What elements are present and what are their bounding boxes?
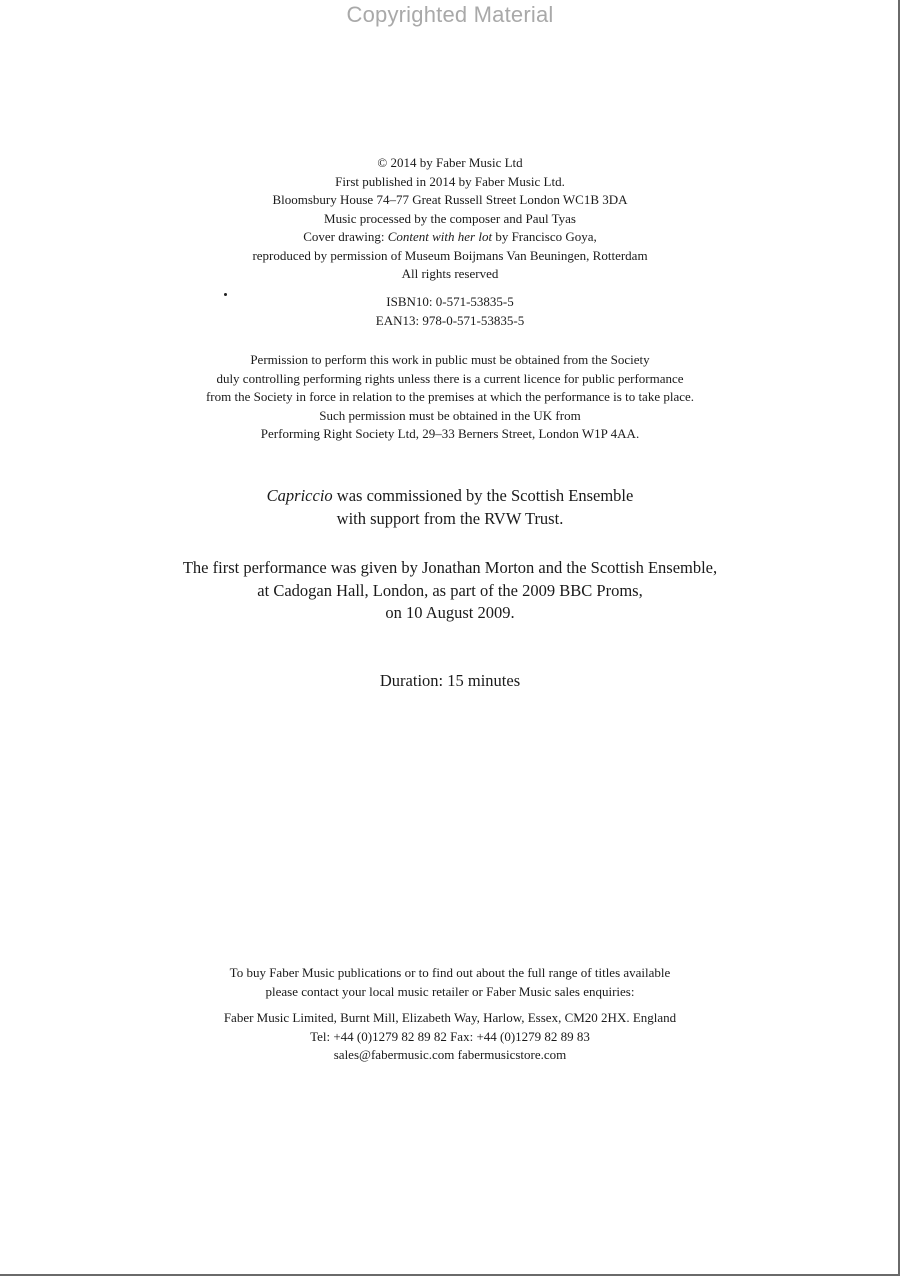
processed-line: Music processed by the composer and Paul Tyas bbox=[324, 210, 576, 226]
work-title: Capriccio bbox=[266, 486, 333, 505]
premiere-line: The first performance was given by Jonathan Morton and the Scottish Ensemble, bbox=[182, 558, 718, 577]
rights-line: All rights reserved bbox=[401, 266, 499, 281]
premiere-line: at Cadogan Hall, London, as part of the 2009 BBC Proms, bbox=[257, 580, 643, 600]
sales-contact bbox=[0, 1009, 900, 1065]
cover-prefix: Cover drawing: bbox=[303, 229, 388, 244]
watermark: Copyrighted Material bbox=[346, 2, 554, 27]
premiere-line: on 10 August 2009. bbox=[385, 603, 515, 622]
publisher-address: Bloomsbury House 74–77 Great Russell Street London WC1B 3DA bbox=[272, 192, 628, 207]
sales-intro-line: please contact your local music retailer or Faber Music sales enquiries: bbox=[265, 983, 635, 999]
premiere-note bbox=[0, 557, 900, 625]
commission-note bbox=[0, 485, 900, 530]
contact-address: Faber Music Limited, Burnt Mill, Elizabeth Way, Harlow, Essex, CM20 2HX. England bbox=[223, 1010, 677, 1025]
contact-web: sales@fabermusic.com fabermusicstore.com bbox=[333, 1047, 567, 1062]
isbn-info bbox=[0, 293, 900, 330]
permission-line: Permission to perform this work in public must be obtained from the Society bbox=[250, 352, 650, 367]
cover-title: Content with her lot bbox=[387, 229, 493, 244]
cover-drawing-line bbox=[0, 228, 900, 247]
commission-rest: was commissioned by the Scottish Ensemble bbox=[332, 486, 634, 505]
performance-permission bbox=[0, 351, 900, 444]
publishing-info bbox=[0, 154, 900, 284]
support-line: with support from the RVW Trust. bbox=[336, 508, 564, 528]
sales-intro-line: To buy Faber Music publications or to find out about the full range of titles available bbox=[229, 965, 671, 980]
commission-line bbox=[0, 485, 900, 508]
permission-line: Performing Right Society Ltd, 29–33 Berners Street, London W1P 4AA. bbox=[260, 426, 640, 441]
contact-phone: Tel: +44 (0)1279 82 89 82 Fax: +44 (0)1279 82 89 83 bbox=[310, 1028, 590, 1044]
copyright-line: © 2014 by Faber Music Ltd bbox=[377, 155, 523, 170]
permission-line: from the Society in force in relation to the premises at which the performance is to take place. bbox=[205, 389, 695, 404]
reproduced-line: reproduced by permission of Museum Boijmans Van Beuningen, Rotterdam bbox=[252, 247, 648, 263]
cover-suffix: by Francisco Goya, bbox=[492, 229, 597, 244]
first-published-line: First published in 2014 by Faber Music Ltd. bbox=[335, 173, 565, 189]
sales-intro bbox=[0, 964, 900, 1001]
ean13: EAN13: 978-0-571-53835-5 bbox=[375, 312, 525, 328]
permission-line: duly controlling performing rights unless there is a current licence for public performance bbox=[216, 370, 684, 386]
isbn10: ISBN10: 0-571-53835-5 bbox=[386, 294, 514, 309]
permission-line: Such permission must be obtained in the UK from bbox=[319, 407, 581, 423]
duration: Duration: 15 minutes bbox=[379, 671, 521, 690]
